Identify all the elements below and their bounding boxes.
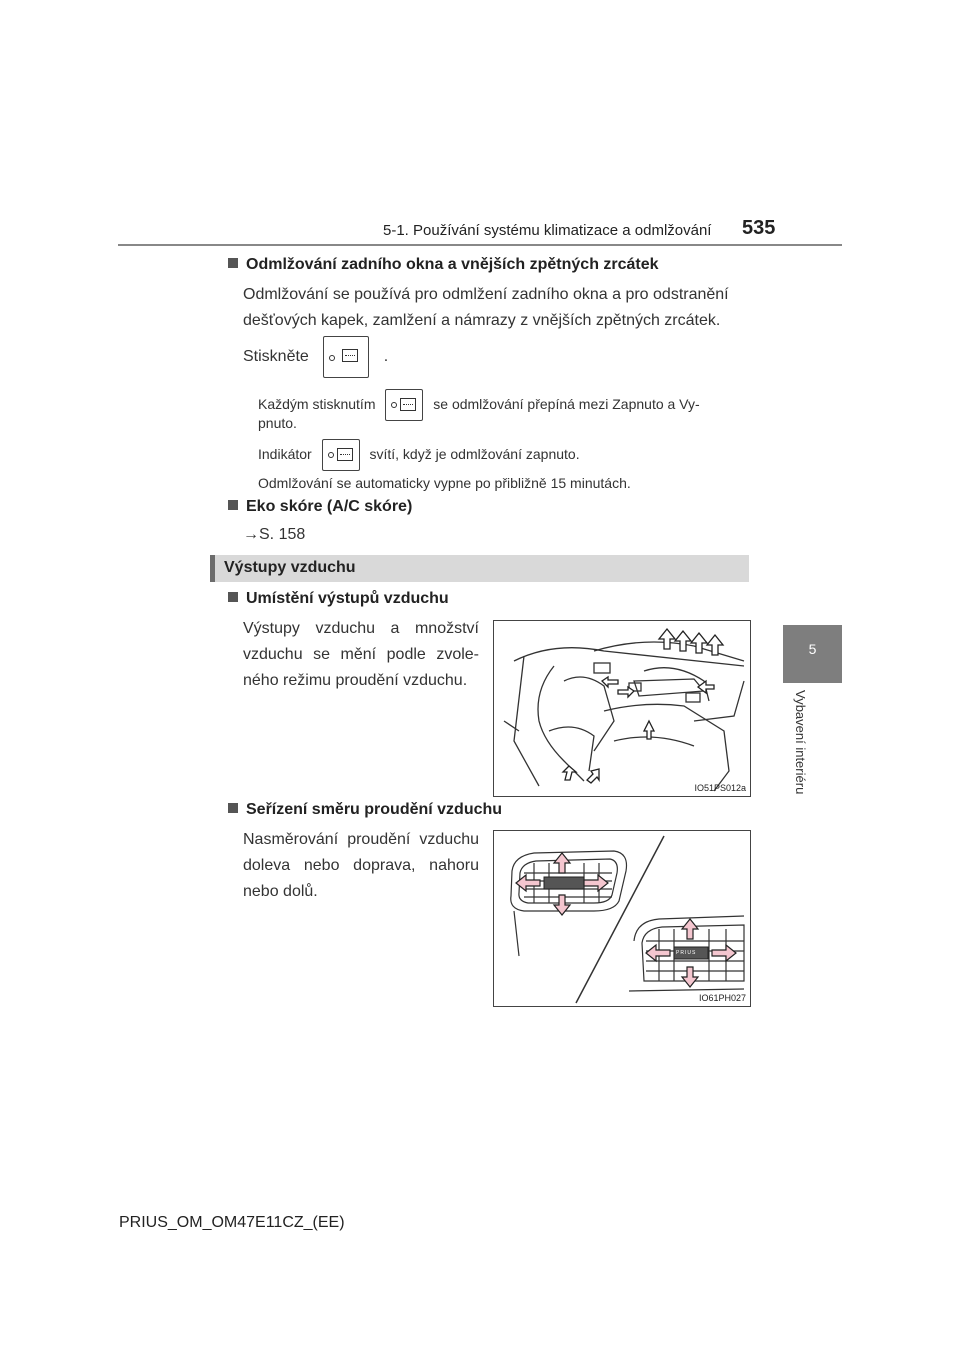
chapter-number: 5: [808, 641, 817, 657]
indicator-dot-icon: [391, 402, 397, 408]
defog-press-instruction: Stiskněte .: [243, 336, 388, 378]
rear-defogger-icon: [342, 349, 358, 362]
indicator-dot-icon: [329, 355, 335, 361]
figure-code: IO61PH027: [698, 993, 746, 1003]
vent-adjustment-illustration: [494, 831, 750, 1006]
defog-note-toggle-cont: pnuto.: [258, 415, 297, 431]
vent-direction-paragraph: Nasměrování proudění vzduchu doleva nebo doprava, nahoru nebo dolů.: [243, 831, 479, 900]
vent-location-figure: [493, 620, 751, 797]
header-section-title: 5-1. Používání systému klimatizace a odmlžování: [383, 222, 712, 239]
page-number: 535: [742, 217, 776, 239]
rear-defogger-indicator: [322, 439, 360, 471]
chapter-title: Vybavení interiéru: [793, 690, 808, 795]
rear-defogger-button[interactable]: [323, 336, 369, 378]
bullet-square-icon: [228, 500, 238, 510]
defog-note-toggle: Každým stisknutím se odmlžování přepíná mezi Zapnuto a Vy-: [258, 386, 748, 422]
vent-direction-heading: Seřízení směru proudění vzduchu: [228, 801, 502, 819]
eco-heading: Eko skóre (A/C skóre): [228, 498, 412, 516]
bullet-square-icon: [228, 803, 238, 813]
section-title: Výstupy vzduchu: [224, 559, 356, 576]
defog-paragraph: Odmlžování se používá pro odmlžení zadního okna a pro odstranění dešťových kapek, zamlžení a námrazy z vnějších zpětných zrcátek.: [243, 286, 729, 329]
header-divider: [118, 244, 842, 246]
section-bar: [210, 555, 749, 582]
footer-document-code: PRIUS_OM_OM47E11CZ_(EE): [119, 1214, 345, 1231]
figure-code: IO51PS012a: [694, 783, 746, 793]
vent-direction-figure: [493, 830, 751, 1007]
indicator-dot-icon: [328, 452, 334, 458]
vent-location-heading: Umístění výstupů vzduchu: [228, 590, 449, 608]
vent-location-paragraph: Výstupy vzduchu a množství vzduchu se mění podle zvole- ného režimu proudění vzduchu.: [243, 620, 479, 689]
vent-badge-text: PRIUS: [676, 950, 697, 956]
rear-defogger-icon: [337, 448, 353, 461]
rear-defogger-icon: [400, 398, 416, 411]
chapter-tab[interactable]: [783, 625, 842, 683]
bullet-square-icon: [228, 258, 238, 268]
defog-note-indicator: Indikátor svítí, když je odmlžování zapnuto.: [258, 437, 580, 471]
rear-defogger-button-small: [385, 389, 423, 421]
eco-page-reference[interactable]: →S. 158: [243, 526, 306, 543]
defog-note-auto-off: Odmlžování se automaticky vypne po přibližně 15 minutách.: [258, 475, 631, 491]
car-interior-illustration: [494, 621, 750, 796]
defog-heading: Odmlžování zadního okna a vnějších zpětných zrcátek: [228, 256, 659, 274]
bullet-square-icon: [228, 592, 238, 602]
